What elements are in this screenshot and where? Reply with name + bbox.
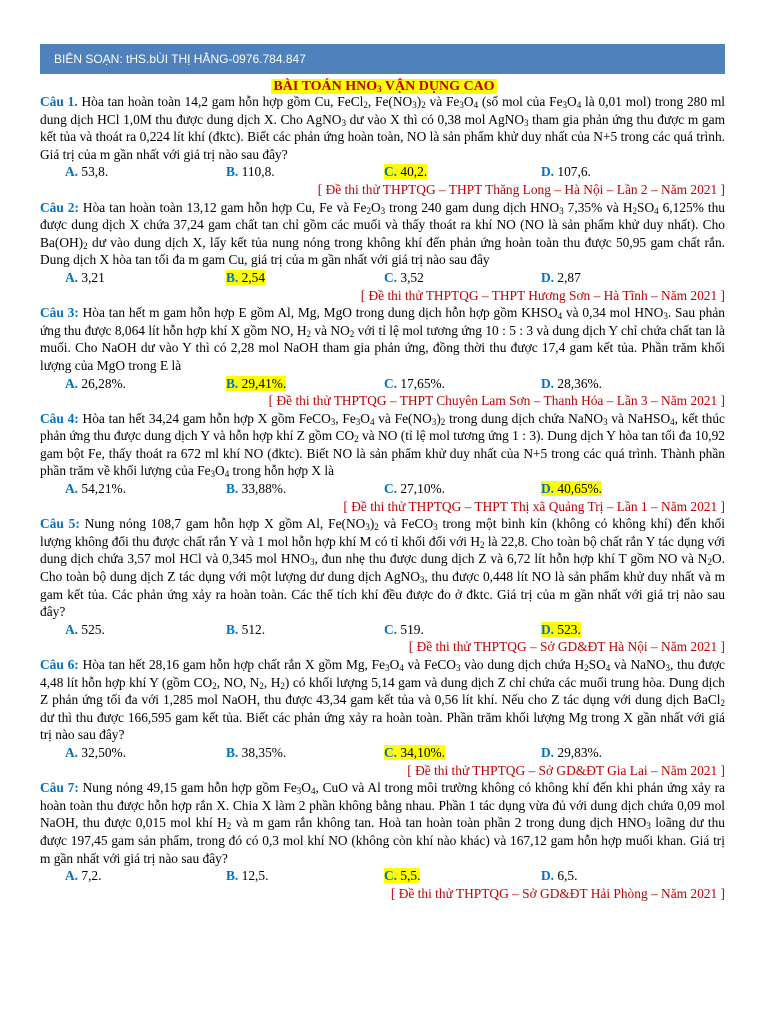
answer-value: 6,5. <box>557 868 578 884</box>
answer-option-content <box>384 376 445 391</box>
question-source: [ Đề thi thử THPTQG – THPT Chuyên Lam Sơn – Thanh Hóa – Lần 3 – Năm 2021 ] <box>268 393 725 409</box>
question-body: Hòa tan hoàn toàn 13,12 gam hỗn hợp Cu, Fe và $Fe_2O_3$ trong 240 gam dung dịch $HNO_3$ 7,35% và $H_2SO_4$ 6,125% thu được dung dịch X chứa 37,24 gam chất tan chỉ gồm các muối và thấy thoát ra khí NO (NO là sản phẩm khử duy nhất). Cho $Ba(OH)_2$ dư vào dung dịch X, lấy kết tủa nung nóng trong không khí đến phản ứng hoàn toàn thu được 50,95 gam chất rắn. Dung dịch X hòa tan tối đa m gam Cu, giá trị của m gần nhất với giá trị nào sau đây <box>40 199 725 268</box>
answer-value: 107,6. <box>557 164 591 180</box>
answer-option <box>541 375 602 393</box>
answer-value: 29,41%. <box>241 375 287 391</box>
answer-value: 2,87 <box>557 269 581 285</box>
answer-value: 5,5. <box>400 868 421 884</box>
answer-option <box>226 480 286 498</box>
question-block <box>40 304 725 410</box>
answer-option-content <box>226 481 286 496</box>
correct-answer-highlight <box>384 745 445 760</box>
correct-answer-highlight <box>226 270 265 285</box>
answer-options <box>40 744 725 762</box>
question-body: Nung nóng 108,7 gam hỗn hợp X gồm Al, $Fe(NO_3)_2$ và FeCO$_3$ trong một bình kín (không có không khí) đến khối lượng không đổi thu được chất rắn Y và 1 mol hỗn hợp khí M có tỉ khối đối với $H_2$ là 22,8. Cho toàn bộ chất rắn Y tác dụng với dung dịch chứa 3,57 mol HCl và 0,345 mol $HNO_3$, đun nhẹ thu được dung dịch Z và 6,72 lít hỗn hợp khí T gồm NO và $N_2O$. Cho toàn bộ dung dịch Z tác dụng với một lượng dư dung dịch AgNO$_3$, thu được 0,448 lít NO là sản phẩm khử duy nhất và m gam kết tủa. Các phản ứng xảy ra hoàn toàn. Các thể tích khí đều được đo ở đktc. Giá trị của m gần nhất với giá trị nào sau đây? <box>40 516 726 620</box>
answer-letter: A. <box>65 164 79 180</box>
answer-option-content <box>226 868 268 883</box>
header-author-text: BIÊN SOẠN: tHS.bÙI THỊ HẰNG-0976.784.847 <box>54 52 306 66</box>
answer-letter: A. <box>65 621 79 637</box>
answer-value: 28,36%. <box>557 375 603 391</box>
answer-value: 523. <box>557 621 581 637</box>
answer-value: 17,65%. <box>400 375 446 391</box>
answer-option <box>226 867 268 885</box>
correct-answer-highlight <box>541 622 581 637</box>
answer-value: 512. <box>241 621 266 637</box>
question-body: Hòa tan hết 34,24 gam hỗn hợp X gồm FeCO$_3$, $Fe_3O_4$ và $Fe(NO_3)_2$ trong dung dịch chứa NaNO$_3$ và NaHSO$_4$, kết thúc phản ứng thu được dung dịch Y và hỗn hợp khí Z gồm $CO_2$ và NO (tỉ lệ mol tương ứng 1 : 3). Dung dịch Y hòa tan tối đa 10,92 gam bột Fe, thấy thoát ra 672 ml khí NO (đktc). Biết NO là sản phẩm khử duy nhất của N+5 trong các quá trình. Thành phần phần trăm về khối lượng của $Fe_3O_4$ trong hỗn hợp X là <box>40 410 725 480</box>
answer-letter: D. <box>541 744 555 760</box>
answer-letter: A. <box>65 744 79 760</box>
answer-option-content <box>65 164 108 179</box>
question-text-block <box>40 779 725 867</box>
answer-value: 519. <box>400 621 424 637</box>
answer-value: 32,50%. <box>81 744 127 760</box>
question-list <box>40 93 725 902</box>
question-text-block <box>40 199 725 269</box>
answer-option <box>65 744 126 762</box>
answer-letter: C. <box>384 744 398 760</box>
answer-value: 12,5. <box>241 868 269 884</box>
answer-letter: A. <box>65 868 79 884</box>
question-block <box>40 779 725 902</box>
question-body: Hòa tan hết 28,16 gam hỗn hợp chất rắn X gồm Mg, $Fe_3O_4$ và FeCO$_3$ vào dung dịch chứa $H_2SO_4$ và NaNO$_3$, thu được 4,48 lít hỗn hợp khí Y (gồm $CO_2$, NO, $N_2$, $H_2$) có khối lượng 5,14 gam và dung dịch Z chỉ chứa các muối trung hòa. Dung dịch Z phản ứng tối đa với 1,285 mol NaOH, thu được 43,34 gam kết tủa và 0,56 lít khí. Nếu cho Z tác dụng với dung dịch BaCl$_2$ dư thì thu được 166,595 gam kết tủa. Biết các phản ứng xảy ra hoàn toàn. Phần trăm khối lượng Mg trong X gần nhất với giá trị nào sau đây? <box>40 657 725 743</box>
answer-letter: C. <box>384 269 398 285</box>
answer-option-content <box>65 868 101 883</box>
answer-letter: B. <box>226 744 239 760</box>
answer-options <box>40 163 725 181</box>
answer-value: 525. <box>81 621 105 637</box>
correct-answer-highlight <box>541 481 602 496</box>
answer-option-content <box>541 164 591 179</box>
answer-letter: D. <box>541 375 555 391</box>
answer-option <box>541 621 581 639</box>
answer-letter: C. <box>384 375 398 391</box>
question-body: Nung nóng 49,15 gam hỗn hợp gồm $Fe_3O_4$, CuO và Al trong môi trường không có không khí đến khi phản ứng xảy ra hoàn toàn thu được hỗn hợp rắn X. Chia X làm 2 phần không bằng nhau. Phần 1 tác dụng vừa đủ với dung dịch chứa 0,09 mol NaOH, thu được 0,015 mol khí $H_2$ và m gam rắn không tan. Hoà tan hoàn toàn phần 2 trong dung dịch $HNO_3$ loãng dư thu được 197,45 gam sản phẩm, trong đó có 0,3 mol khí NO (không còn khí nào khác) và 167,12 gam hỗn hợp muối khan. Giá trị m gần nhất với giá trị nào sau đây? <box>40 780 726 866</box>
answer-option-content <box>65 622 105 637</box>
correct-answer-highlight <box>384 164 427 179</box>
question-label: Câu 1. <box>40 94 78 109</box>
answer-option <box>541 744 602 762</box>
answer-letter: B. <box>226 375 239 391</box>
question-label: Câu 6: <box>40 657 79 672</box>
answer-option <box>65 621 105 639</box>
answer-value: 34,10%. <box>400 744 446 760</box>
answer-options <box>40 480 725 498</box>
answer-option <box>226 621 265 639</box>
answer-letter: A. <box>65 481 79 497</box>
question-block <box>40 515 725 656</box>
question-label: Câu 5: <box>40 516 80 532</box>
answer-options <box>40 621 725 639</box>
correct-answer-highlight <box>226 376 286 391</box>
answer-option <box>541 163 591 181</box>
answer-value: 54,21%. <box>81 481 127 497</box>
question-block <box>40 656 725 779</box>
answer-option-content <box>65 376 126 391</box>
answer-option-content <box>384 622 424 637</box>
question-label: Câu 3: <box>40 305 79 321</box>
answer-options <box>40 375 725 393</box>
answer-option <box>226 375 286 393</box>
answer-option <box>384 163 427 181</box>
answer-letter: A. <box>65 375 79 391</box>
answer-value: 26,28%. <box>81 375 127 391</box>
answer-options <box>40 269 725 287</box>
answer-letter: D. <box>541 868 555 884</box>
answer-value: 2,54 <box>241 269 266 285</box>
answer-option <box>384 269 424 287</box>
answer-option-content <box>541 868 577 883</box>
question-block <box>40 199 725 305</box>
answer-option <box>65 269 105 287</box>
answer-option <box>384 867 420 885</box>
question-body: Hòa tan hoàn toàn 14,2 gam hỗn hợp gồm Cu, FeCl$_2$, $Fe(NO_3)_2$ và $Fe_3O_4$ (số mol của $Fe_3O_4$ là 0,01 mol) trong 280 ml dung dịch HCl 1,0M thu được dung dịch X. Cho AgNO$_3$ dư vào X thì có 0,38 mol AgNO$_3$ tham gia phản ứng thu được m gam kết tủa và thoát ra 0,224 lít khí (đktc). Biết các phản ứng hoàn toàn, NO là sản phẩm khử duy nhất của N+5 trong các quá trình. Giá trị của m gần nhất với giá trị nào sau đây? <box>40 94 726 162</box>
answer-value: 53,8. <box>81 164 109 180</box>
answer-value: 33,88%. <box>241 481 287 497</box>
answer-option-content <box>541 376 602 391</box>
question-label: Câu 2: <box>40 199 79 215</box>
question-source: [ Đề thi thử THPTQG – THPT Thăng Long – Hà Nội – Lần 2 – Năm 2021 ] <box>317 181 725 197</box>
correct-answer-highlight <box>384 868 420 883</box>
answer-option-content <box>65 481 126 496</box>
question-label: Câu 4: <box>40 410 79 426</box>
answer-value: 40,2. <box>400 164 428 180</box>
answer-option <box>541 269 581 287</box>
answer-letter: B. <box>226 621 239 637</box>
page-title-text: BÀI TOÁN $HNO_3$ VẬN DỤNG CAO <box>273 79 495 94</box>
answer-value: 3,52 <box>400 269 424 285</box>
answer-value: 3,21 <box>81 269 105 285</box>
question-source: [ Đề thi thử THPTQG – Sở GD&ĐT Hải Phòng – Năm 2021 ] <box>390 885 725 901</box>
answer-option <box>384 744 445 762</box>
answer-option-content <box>384 270 424 285</box>
answer-letter: A. <box>65 269 79 285</box>
answer-letter: B. <box>226 164 239 180</box>
answer-option-content <box>226 745 286 760</box>
question-source: [ Đề thi thử THPTQG – THPT Thị xã Quảng Trị – Lần 1 – Năm 2021 ] <box>343 498 725 514</box>
answer-option <box>65 375 126 393</box>
answer-option <box>384 621 424 639</box>
answer-option-content <box>226 622 265 637</box>
answer-value: 27,10%. <box>400 481 446 497</box>
answer-letter: C. <box>384 621 398 637</box>
answer-letter: B. <box>226 868 239 884</box>
answer-option <box>65 867 101 885</box>
question-text-block <box>40 93 725 163</box>
question-source: [ Đề thi thử THPTQG – THPT Hương Sơn – Hà Tĩnh – Năm 2021 ] <box>360 287 725 303</box>
answer-option <box>226 269 265 287</box>
answer-option-content <box>226 164 275 179</box>
answer-option <box>65 163 108 181</box>
answer-value: 40,65%. <box>557 481 603 497</box>
answer-letter: D. <box>541 269 555 285</box>
answer-option-content <box>541 745 602 760</box>
question-source: [ Đề thi thử THPTQG – Sở GD&ĐT Hà Nội – Năm 2021 ] <box>408 639 725 655</box>
question-source: [ Đề thi thử THPTQG – Sở GD&ĐT Gia Lai – Năm 2021 ] <box>407 762 725 778</box>
answer-value: 110,8. <box>241 164 275 180</box>
answer-letter: B. <box>226 481 239 497</box>
answer-option-content <box>384 481 445 496</box>
question-text-block <box>40 656 725 744</box>
answer-value: 7,2. <box>81 868 102 884</box>
answer-option <box>226 744 286 762</box>
question-label: Câu 7: <box>40 780 79 796</box>
answer-letter: C. <box>384 481 398 497</box>
answer-letter: B. <box>226 269 239 285</box>
answer-option <box>541 480 602 498</box>
answer-letter: D. <box>541 164 555 180</box>
answer-value: 29,83%. <box>557 744 603 760</box>
question-block <box>40 93 725 199</box>
answer-letter: C. <box>384 164 398 180</box>
answer-option-content <box>65 745 126 760</box>
question-text-block <box>40 515 725 621</box>
answer-letter: D. <box>541 481 555 497</box>
answer-option-content <box>541 270 581 285</box>
answer-option <box>384 480 445 498</box>
answer-option-content <box>65 270 105 285</box>
question-text-block <box>40 304 725 374</box>
answer-option <box>226 163 275 181</box>
answer-options <box>40 867 725 885</box>
header-author-bar <box>40 44 725 74</box>
answer-letter: C. <box>384 868 398 884</box>
answer-letter: D. <box>541 621 555 637</box>
answer-option <box>541 867 577 885</box>
answer-option <box>384 375 445 393</box>
question-body: Hòa tan hết m gam hỗn hợp E gồm Al, Mg, MgO trong dung dịch hỗn hợp gồm $KHSO_4$ và 0,34 mol $HNO_3$. Sau phản ứng thu được 8,064 lít hỗn hợp khí X gồm NO, $H_2$ và $NO_2$ với tỉ lệ mol tương ứng 10 : 5 : 3 và dung dịch Y chỉ chứa chất tan là muối. Cho NaOH dư vào Y thì có 2,28 mol NaOH tham gia phản ứng, đồng thời thu được 17,4 gam kết tủa. Phần trăm khối lượng của MgO trong E là <box>40 305 725 373</box>
question-block <box>40 410 725 516</box>
answer-value: 38,35%. <box>241 744 287 760</box>
question-text-block <box>40 410 725 480</box>
answer-option <box>65 480 126 498</box>
